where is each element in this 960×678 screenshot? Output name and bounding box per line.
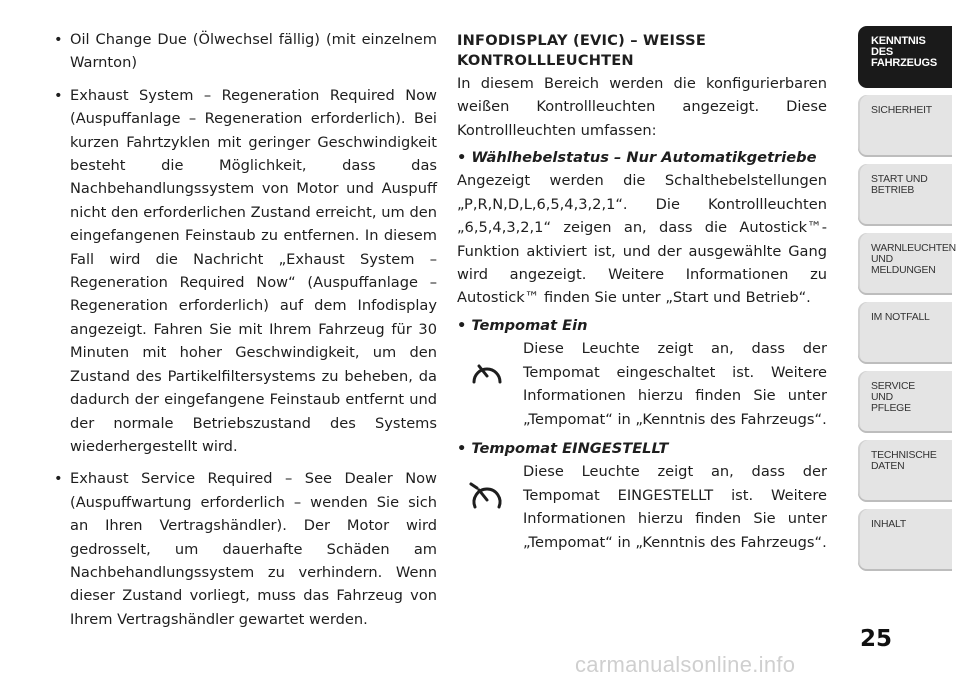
- tab-service-und-pflege[interactable]: SERVICE UND PFLEGE: [858, 371, 952, 433]
- cruise-set-block: [457, 460, 827, 554]
- page-number: 25: [860, 626, 893, 652]
- tab-im-notfall[interactable]: IM NOTFALL: [858, 302, 952, 364]
- intro-paragraph: In diesem Bereich werden die konfigurierbaren weißen Kontrollleuchten angezeigt. Diese Kontrollleuchten umfassen:: [457, 74, 827, 139]
- tab-kenntnis-des-fahrzeugs[interactable]: KENNTNIS DES FAHRZEUGS: [858, 26, 952, 88]
- left-column: [50, 28, 437, 640]
- gear-status-text: Angezeigt werden die Schalthebelstellungen „P,R,N,D,L,6,5,4,3,2,1“. Die Kontrollleuchten „6,5,4,3,2,1“ zeigen an, dass die Autostick™-Funktion aktiviert ist, und der ausgewählte Gang wird angezeigt. Weitere Informationen zu Autostick™ finden Sie unter „Start und Betrieb“.: [457, 172, 827, 307]
- tab-sicherheit[interactable]: SICHERHEIT: [858, 95, 952, 157]
- tab-inhalt[interactable]: INHALT: [858, 509, 952, 571]
- tab-warnleuchten[interactable]: WARNLEUCHTEN UND MELDUNGEN: [858, 233, 952, 295]
- cruise-on-title: • Tempomat Ein: [457, 314, 827, 337]
- cruise-on-block: [457, 337, 827, 431]
- bullet-exhaust-service: • Exhaust Service Required – See Dealer Now (Auspuffwartung erforderlich – wenden Sie sich an Ihren Vertragshändler). Der Motor wird gedrosselt, um dauerhafte Schäden am Nachbehandlungssystem zu verhindern. Wenn dieser Zustand vorliegt, muss das Fahrzeug von Ihrem Vertragshändler gewartet werden.: [50, 467, 437, 631]
- cruise-on-text: Diese Leuchte zeigt an, dass der Tempomat eingeschaltet ist. Weitere Informationen hierzu finden Sie unter „Tempomat“ in „Kenntnis des Fahrzeugs“.: [523, 340, 827, 428]
- watermark: carmanualsonline.info: [575, 652, 796, 677]
- speedometer-set-icon: [469, 480, 505, 512]
- chapter-tabs: [858, 26, 956, 578]
- cruise-set-text: Diese Leuchte zeigt an, dass der Tempomat EINGESTELLT ist. Weitere Informationen hierzu finden Sie unter „Tempomat“ in „Kenntnis des Fahrzeugs“.: [523, 463, 827, 551]
- gear-status-title: • Wählhebelstatus – Nur Automatikgetriebe: [457, 146, 827, 169]
- right-column: [457, 28, 827, 560]
- section-heading: INFODISPLAY (EVIC) – WEISSE KONTROLLLEUCHTEN: [457, 32, 707, 70]
- speedometer-icon: [469, 357, 505, 387]
- tab-technische-daten[interactable]: TECHNISCHE DATEN: [858, 440, 952, 502]
- cruise-set-title: • Tempomat EINGESTELLT: [457, 437, 827, 460]
- bullet-exhaust-regeneration: • Exhaust System – Regeneration Required Now (Auspuffanlage – Regeneration erforderlich). Bei kurzen Fahrtzyklen mit geringer Geschwindigkeit besteht die Möglichkeit, dass das Nachbehandlungssystem von Motor und Auspuff nicht den erforderlichen Zustand erreicht, um den eingefangenen Feinstaub zu entfernen. In diesem Fall wird die Nachricht „Exhaust System – Regeneration Required Now“ (Auspuffanlage – Regeneration erforderlich) auf dem Infodisplay angezeigt. Fahren Sie mit Ihrem Fahrzeug für 30 Minuten mit hoher Geschwindigkeit, um den Zustand des Partikelfiltersystems zu beheben, da dadurch der eingefangene Feinstaub entfernt und der normale Betriebszustand des Systems wiederhergestellt wird.: [50, 84, 437, 459]
- bullet-oil-change: • Oil Change Due (Ölwechsel fällig) (mit einzelnem Warnton): [50, 28, 437, 75]
- tab-start-und-betrieb[interactable]: START UND BETRIEB: [858, 164, 952, 226]
